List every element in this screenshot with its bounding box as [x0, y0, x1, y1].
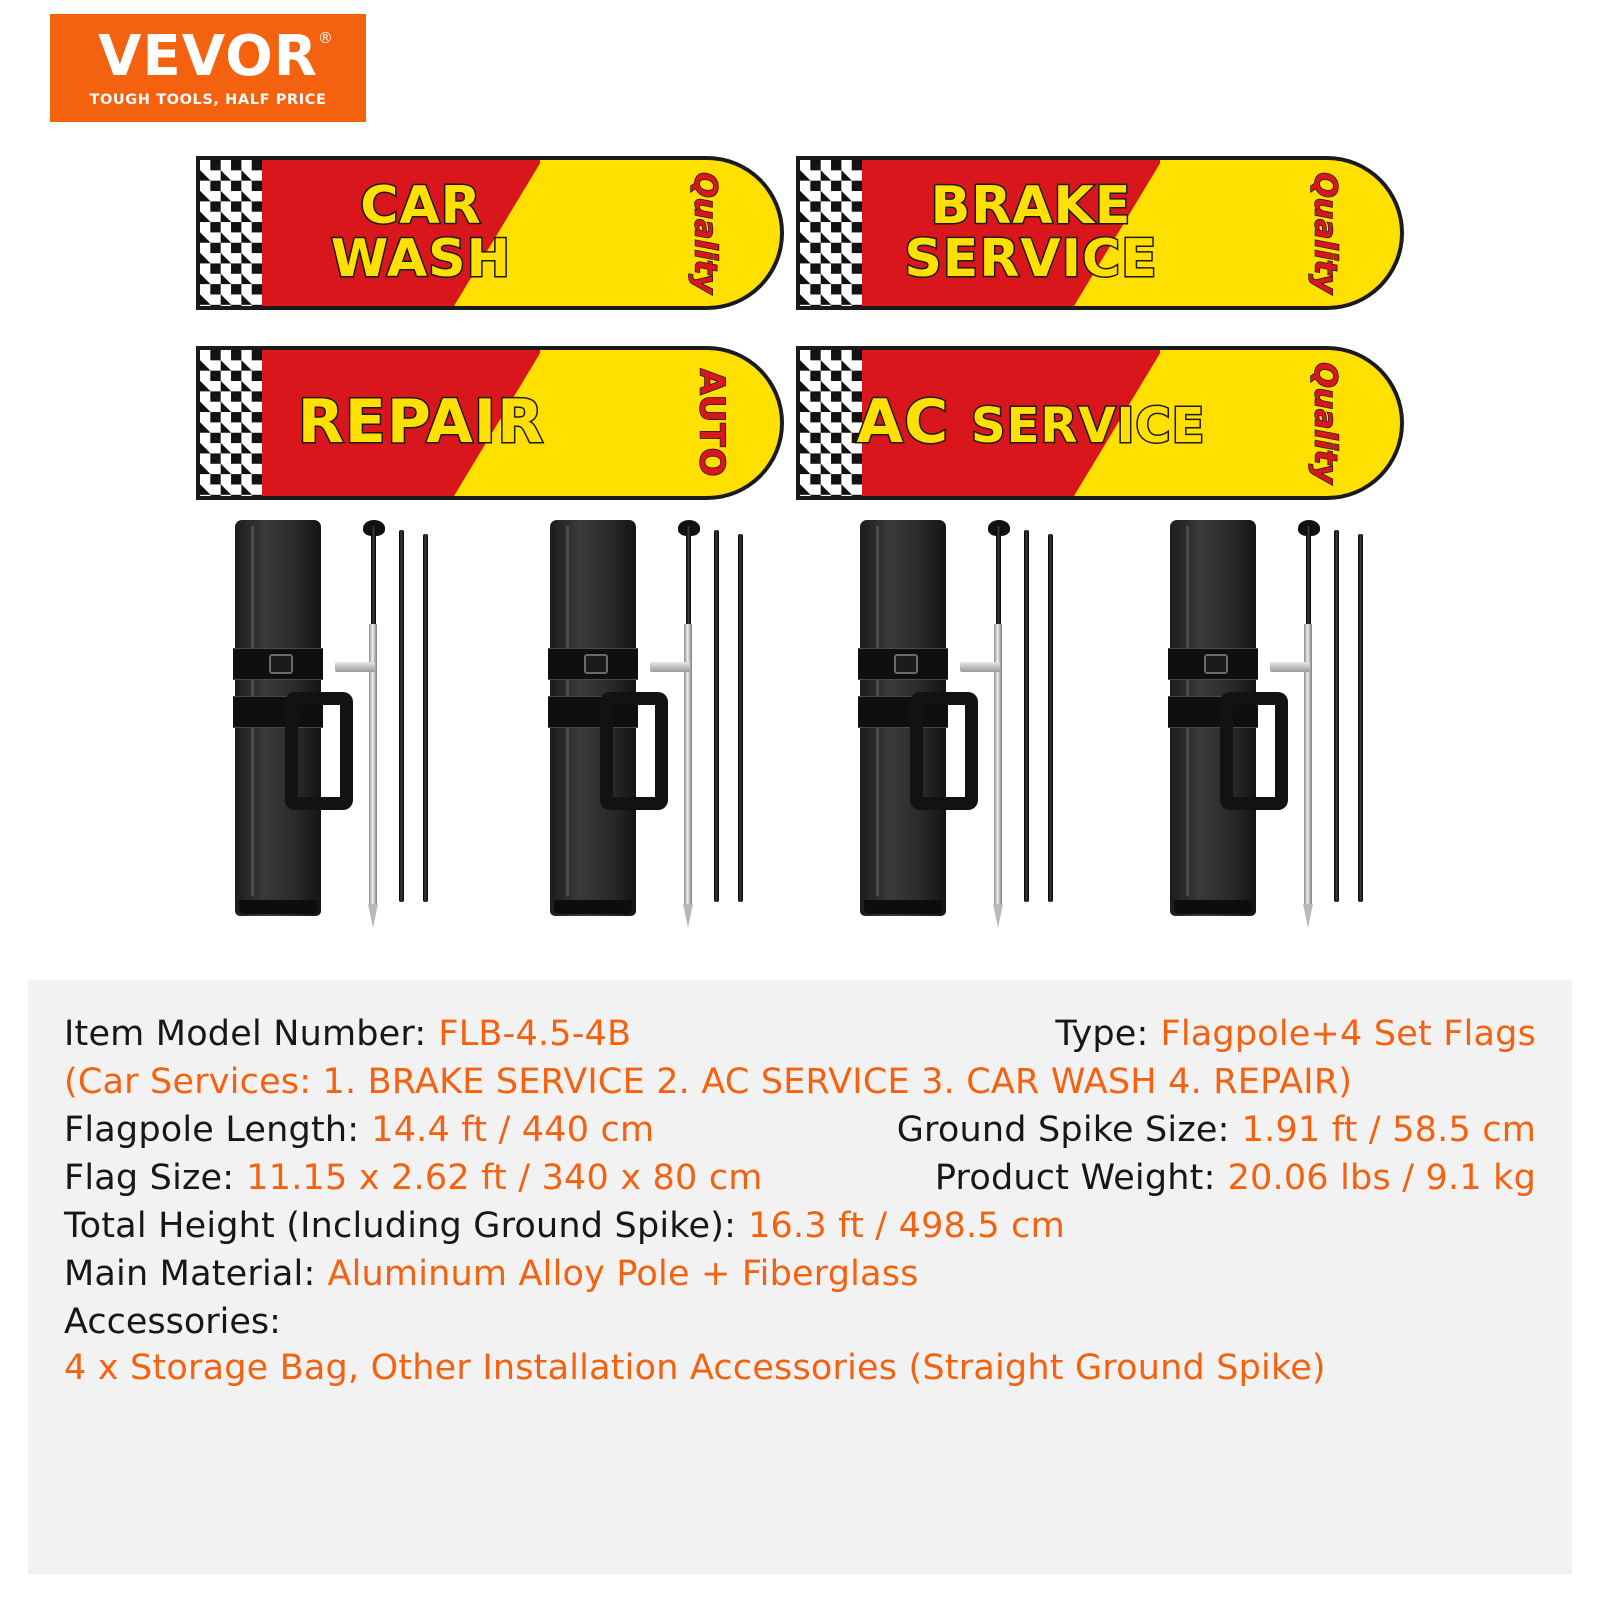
spec-row-length [64, 1110, 1536, 1150]
flag-repair [200, 350, 780, 496]
pole-section [1048, 534, 1053, 902]
pole-section [714, 530, 719, 902]
flag-car-wash [200, 160, 780, 306]
flag-yellow-wedge [540, 160, 780, 306]
spec-model [64, 1014, 631, 1054]
flag-brake-service [800, 160, 1400, 306]
bag-buckle-icon [1204, 654, 1228, 674]
spec-model-label: Item Model Number: [64, 1014, 427, 1054]
spec-flag-size-label: Flag Size: [64, 1158, 235, 1198]
flag-line-1: REPAIR [297, 387, 545, 458]
checkered-pattern-icon [800, 160, 862, 306]
spec-weight [935, 1158, 1536, 1198]
bag-buckle-icon [584, 654, 608, 674]
flag-ac-service [800, 350, 1400, 496]
flag-side-word: Quality [1307, 362, 1343, 484]
brand-logo [50, 14, 366, 122]
flag-body [200, 160, 780, 306]
ground-spike-crossbar [650, 662, 690, 672]
bag-handle [285, 692, 353, 810]
flag-line-1 [856, 387, 1206, 458]
spec-total-height [64, 1206, 1065, 1246]
spec-model-value: FLB-4.5-4B [438, 1014, 632, 1054]
checkered-pattern-icon [200, 350, 262, 496]
pole-set [976, 520, 1136, 920]
checkered-pattern-icon [800, 350, 862, 496]
flag-side-word: Quality [1307, 172, 1343, 294]
pole-section [1334, 530, 1339, 902]
spec-accessories-label: Accessories: [64, 1302, 281, 1342]
spec-flag-size-value: 11.15 x 2.62 ft / 340 x 80 cm [246, 1158, 763, 1198]
pole-set [351, 520, 511, 920]
spec-flag-size [64, 1158, 763, 1198]
spec-type-label: Type: [1055, 1014, 1149, 1054]
spec-row-size [64, 1158, 1536, 1198]
pole-set [1286, 520, 1446, 920]
pole-section [423, 534, 428, 902]
pole-set [666, 520, 826, 920]
kit-2 [540, 520, 840, 920]
spec-ground-spike [897, 1110, 1536, 1150]
flag-body [800, 350, 1400, 496]
specification-panel [28, 980, 1572, 1574]
kit-3 [850, 520, 1150, 920]
spec-row-model [64, 1014, 1536, 1054]
bag-buckle-icon [269, 654, 293, 674]
flag-body [200, 350, 780, 496]
flag-yellow-wedge [540, 350, 780, 496]
kit-4 [1160, 520, 1460, 920]
pole-section [1358, 534, 1363, 902]
spec-weight-value: 20.06 lbs / 9.1 kg [1227, 1158, 1536, 1198]
flag-label-group [872, 160, 1190, 306]
spec-services-note: (Car Services: 1. BRAKE SERVICE 2. AC SERVICE 3. CAR WASH 4. REPAIR) [64, 1062, 1353, 1102]
pole-section [399, 530, 404, 902]
flag-line-1-part-a: AC [856, 387, 950, 458]
spec-row-total-height [64, 1206, 1536, 1246]
spec-ground-spike-label: Ground Spike Size: [896, 1110, 1230, 1150]
spec-accessories-value: 4 x Storage Bag, Other Installation Accessories (Straight Ground Spike) [64, 1348, 1326, 1388]
flag-label-group [856, 350, 1206, 496]
flag-label-group [272, 350, 570, 496]
flag-body [800, 160, 1400, 306]
registered-mark-icon: ® [317, 28, 334, 47]
brand-name [98, 23, 334, 89]
spec-total-height-value: 16.3 ft / 498.5 cm [748, 1206, 1065, 1246]
pole-section [738, 534, 743, 902]
flag-line-1-part-b: SERVICE [971, 398, 1206, 455]
spec-flagpole-length-value: 14.4 ft / 440 cm [371, 1110, 655, 1150]
spec-flagpole-length-label: Flagpole Length: [64, 1110, 360, 1150]
brand-tagline: TOUGH TOOLS, HALF PRICE [89, 91, 327, 108]
checkered-pattern-icon [200, 160, 262, 306]
pole-section [1024, 530, 1029, 902]
spec-type [1055, 1014, 1536, 1054]
spec-material-label: Main Material: [64, 1254, 316, 1294]
spec-material [64, 1254, 919, 1294]
bag-handle [1220, 692, 1288, 810]
bag-handle [910, 692, 978, 810]
ground-spike-crossbar [960, 662, 1000, 672]
bag-buckle-icon [894, 654, 918, 674]
flag-yellow-wedge [1160, 160, 1400, 306]
flag-line-2: WASH [330, 229, 512, 289]
spec-type-value: Flagpole+4 Set Flags [1160, 1014, 1536, 1054]
flag-side-word: Quality [687, 172, 723, 294]
spec-flagpole-length [64, 1110, 654, 1150]
bag-handle [600, 692, 668, 810]
spec-row-material [64, 1254, 1536, 1294]
brand-name-text: VEVOR [98, 23, 318, 89]
flag-line-1: BRAKE [930, 175, 1132, 236]
flag-side-word: AUTO [691, 368, 732, 478]
spec-weight-label: Product Weight: [934, 1158, 1216, 1198]
kit-1 [225, 520, 525, 920]
ground-spike-crossbar [1270, 662, 1310, 672]
spec-ground-spike-value: 1.91 ft / 58.5 cm [1241, 1110, 1536, 1150]
flag-line-1: CAR [360, 175, 482, 236]
flag-label-group [272, 160, 570, 306]
spec-material-value: Aluminum Alloy Pole + Fiberglass [327, 1254, 919, 1294]
ground-spike-crossbar [335, 662, 375, 672]
spec-total-height-label: Total Height (Including Ground Spike): [64, 1206, 737, 1246]
flag-line-2: SERVICE [904, 229, 1158, 289]
